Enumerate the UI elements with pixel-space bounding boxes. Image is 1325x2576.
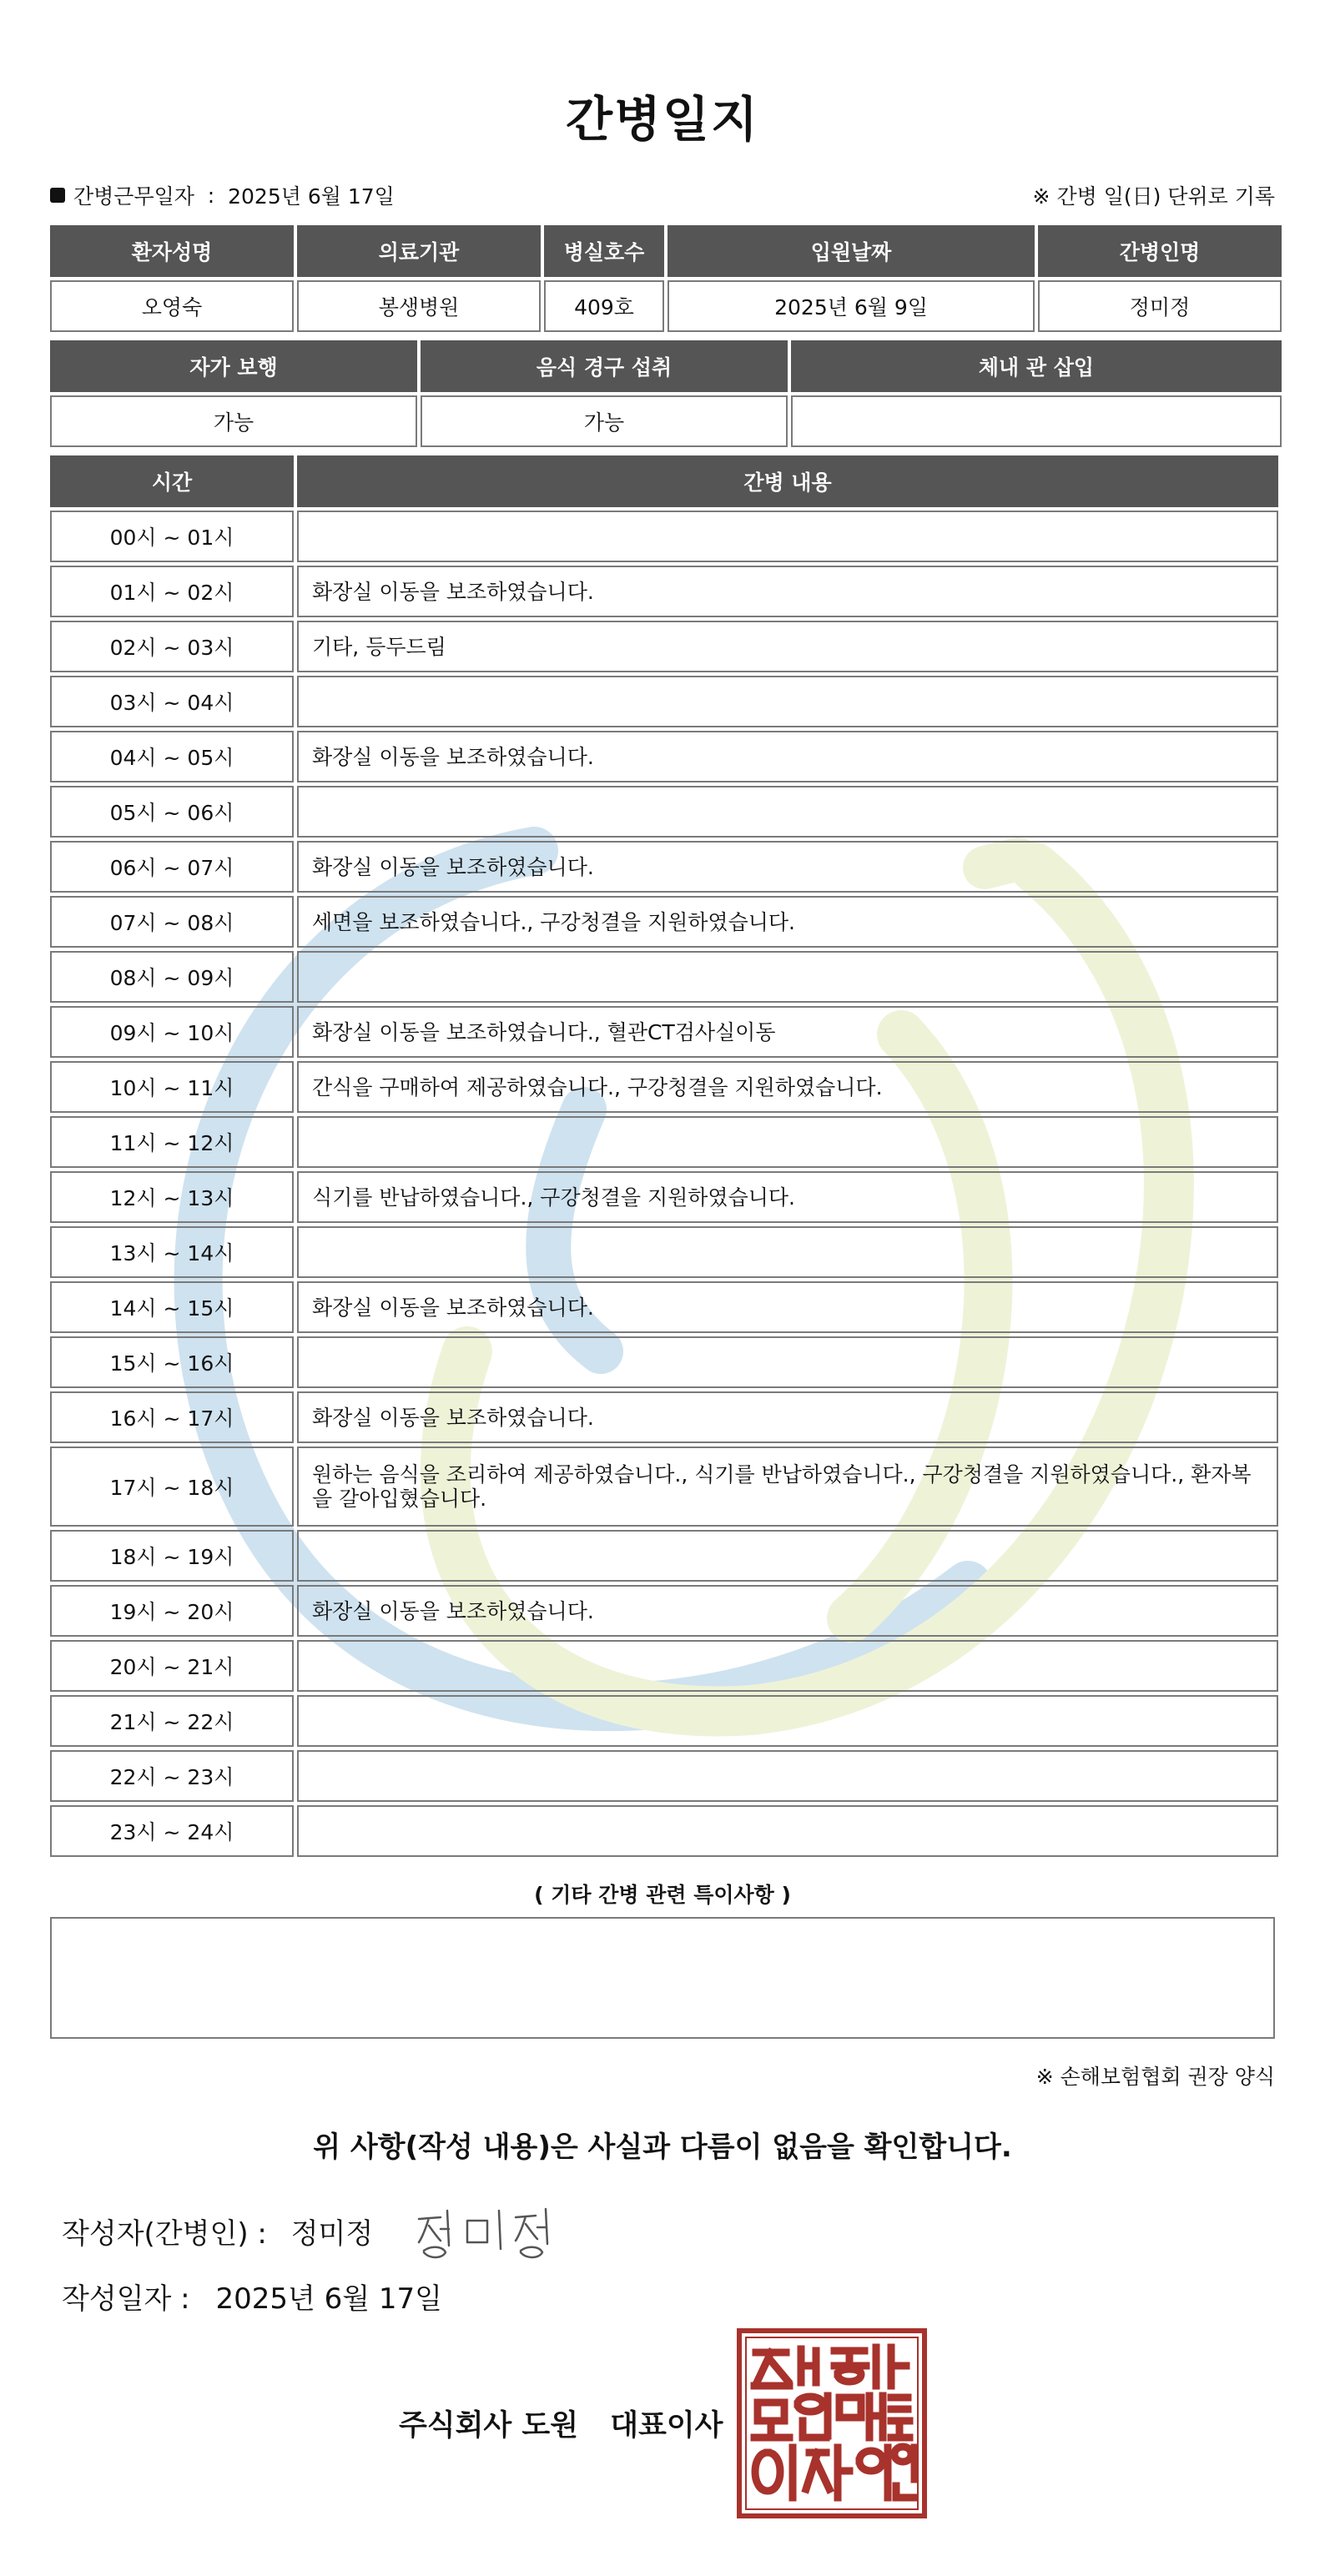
log-content-cell (297, 1805, 1278, 1857)
daily-record-notice: ※ 간병 일(日) 단위로 기록 (1032, 184, 1275, 209)
log-time-cell: 05시 ~ 06시 (50, 786, 294, 838)
log-content-cell: 화장실 이동을 보조하였습니다. (297, 566, 1278, 617)
log-content-cell: 화장실 이동을 보조하였습니다. (297, 1391, 1278, 1443)
log-row (50, 1391, 1278, 1443)
patient-info-value-row (50, 280, 1282, 332)
log-content-cell: 간식을 구매하여 제공하였습니다., 구강청결을 지원하였습니다. (297, 1061, 1278, 1113)
log-time-cell: 06시 ~ 07시 (50, 841, 294, 893)
log-time-cell: 10시 ~ 11시 (50, 1061, 294, 1113)
log-row (50, 1281, 1278, 1333)
log-time-cell: 04시 ~ 05시 (50, 731, 294, 782)
log-time-cell: 23시 ~ 24시 (50, 1805, 294, 1857)
patient-name-value: 오영숙 (50, 280, 294, 332)
log-content-cell: 화장실 이동을 보조하였습니다. (297, 841, 1278, 893)
hospital-header: 의료기관 (297, 225, 541, 277)
log-row (50, 1446, 1278, 1527)
special-notes-box (50, 1917, 1275, 2039)
tube-header: 체내 관 삽입 (791, 340, 1282, 392)
admission-date-value: 2025년 6월 9일 (668, 280, 1035, 332)
log-time-cell: 07시 ~ 08시 (50, 896, 294, 948)
log-time-cell: 16시 ~ 17시 (50, 1391, 294, 1443)
log-row (50, 566, 1278, 617)
log-time-cell: 19시 ~ 20시 (50, 1585, 294, 1637)
room-value: 409호 (544, 280, 664, 332)
room-header: 병실호수 (544, 225, 664, 277)
caregiver-header: 간병인명 (1038, 225, 1282, 277)
log-time-cell: 09시 ~ 10시 (50, 1006, 294, 1058)
confirmation-statement: 위 사항(작성 내용)은 사실과 다름이 없음을 확인합니다. (313, 2131, 1012, 2164)
log-content-cell: 세면을 보조하였습니다., 구강청결을 지원하였습니다. (297, 896, 1278, 948)
write-date-line (62, 2276, 442, 2317)
log-row (50, 1226, 1278, 1278)
log-row (50, 1640, 1278, 1692)
write-date-value: 2025년 6월 17일 (215, 2282, 443, 2316)
company-title: 대표이사 (610, 2409, 723, 2443)
company-name: 주식회사 도원 (399, 2409, 579, 2443)
colon: : (194, 183, 229, 208)
log-row (50, 511, 1278, 562)
log-row (50, 951, 1278, 1003)
write-date-label: 작성일자 : (62, 2282, 190, 2316)
log-content-cell (297, 1530, 1278, 1582)
log-row (50, 896, 1278, 948)
oral-intake-value: 가능 (421, 395, 788, 447)
log-content-cell (297, 1640, 1278, 1692)
log-row (50, 786, 1278, 838)
log-time-cell: 08시 ~ 09시 (50, 951, 294, 1003)
log-row (50, 841, 1278, 893)
writer-line (62, 2211, 373, 2251)
log-time-cell: 17시 ~ 18시 (50, 1446, 294, 1527)
work-date-value: 2025년 6월 17일 (228, 184, 395, 209)
log-content-cell (297, 786, 1278, 838)
log-content-cell (297, 951, 1278, 1003)
log-row (50, 1061, 1278, 1113)
log-time-cell: 13시 ~ 14시 (50, 1226, 294, 1278)
work-date-line (50, 180, 395, 210)
log-time-cell: 18시 ~ 19시 (50, 1530, 294, 1582)
log-content-cell: 화장실 이동을 보조하였습니다. (297, 731, 1278, 782)
log-time-cell: 22시 ~ 23시 (50, 1750, 294, 1802)
log-row (50, 621, 1278, 672)
hourly-care-log-table (47, 452, 1282, 1860)
log-content-cell (297, 1226, 1278, 1278)
status-header-row (50, 340, 1282, 392)
log-row (50, 1171, 1278, 1223)
log-time-cell: 01시 ~ 02시 (50, 566, 294, 617)
log-time-cell: 11시 ~ 12시 (50, 1116, 294, 1168)
walking-value: 가능 (50, 395, 417, 447)
log-content-cell: 화장실 이동을 보조하였습니다. (297, 1585, 1278, 1637)
log-row (50, 731, 1278, 782)
company-seal-stamp (736, 2327, 928, 2519)
content-header: 간병 내용 (297, 455, 1278, 507)
log-row (50, 1530, 1278, 1582)
writer-name: 정미정 (290, 2217, 374, 2251)
log-content-cell: 화장실 이동을 보조하였습니다., 혈관CT검사실이동 (297, 1006, 1278, 1058)
handwritten-signature (412, 2196, 562, 2262)
log-content-cell (297, 1116, 1278, 1168)
log-row (50, 1336, 1278, 1388)
log-row (50, 1805, 1278, 1857)
log-content-cell (297, 1750, 1278, 1802)
log-row (50, 1006, 1278, 1058)
special-notes-title: ( 기타 간병 관련 특이사항 ) (534, 1883, 791, 1907)
log-time-cell: 21시 ~ 22시 (50, 1695, 294, 1747)
log-time-cell: 02시 ~ 03시 (50, 621, 294, 672)
patient-name-header: 환자성명 (50, 225, 294, 277)
log-content-cell (297, 676, 1278, 727)
log-time-cell: 03시 ~ 04시 (50, 676, 294, 727)
company-signature-line (399, 2402, 723, 2444)
log-content-cell (297, 1336, 1278, 1388)
log-time-cell: 00시 ~ 01시 (50, 511, 294, 562)
log-row (50, 1585, 1278, 1637)
time-header: 시간 (50, 455, 294, 507)
walking-header: 자가 보행 (50, 340, 417, 392)
tube-value (791, 395, 1282, 447)
patient-info-table (47, 222, 1285, 335)
log-row (50, 1695, 1278, 1747)
log-content-cell (297, 1695, 1278, 1747)
oral-intake-header: 음식 경구 섭취 (421, 340, 788, 392)
log-time-cell: 20시 ~ 21시 (50, 1640, 294, 1692)
log-content-cell: 화장실 이동을 보조하였습니다. (297, 1281, 1278, 1333)
work-date-label: 간병근무일자 (73, 184, 194, 209)
admission-date-header: 입원날짜 (668, 225, 1035, 277)
log-row (50, 676, 1278, 727)
log-content-cell: 원하는 음식을 조리하여 제공하였습니다., 식기를 반납하였습니다., 구강청결을 지원하였습니다., 환자복을 갈아입혔습니다. (297, 1446, 1278, 1527)
caregiver-value: 정미정 (1038, 280, 1282, 332)
page-title: 간병일지 (565, 91, 760, 148)
writer-label: 작성자(간병인) : (62, 2217, 267, 2251)
form-recommendation-note: ※ 손해보험협회 권장 양식 (1035, 2065, 1275, 2089)
hospital-value: 봉생병원 (297, 280, 541, 332)
log-row (50, 1116, 1278, 1168)
patient-status-table (47, 337, 1285, 450)
status-value-row (50, 395, 1282, 447)
log-content-cell (297, 511, 1278, 562)
log-row (50, 1750, 1278, 1802)
log-content-cell: 식기를 반납하였습니다., 구강청결을 지원하였습니다. (297, 1171, 1278, 1223)
log-content-cell: 기타, 등두드림 (297, 621, 1278, 672)
log-time-cell: 15시 ~ 16시 (50, 1336, 294, 1388)
log-time-cell: 12시 ~ 13시 (50, 1171, 294, 1223)
log-header-row (50, 455, 1278, 507)
patient-info-header-row (50, 225, 1282, 277)
log-time-cell: 14시 ~ 15시 (50, 1281, 294, 1333)
square-bullet-icon (50, 188, 65, 203)
